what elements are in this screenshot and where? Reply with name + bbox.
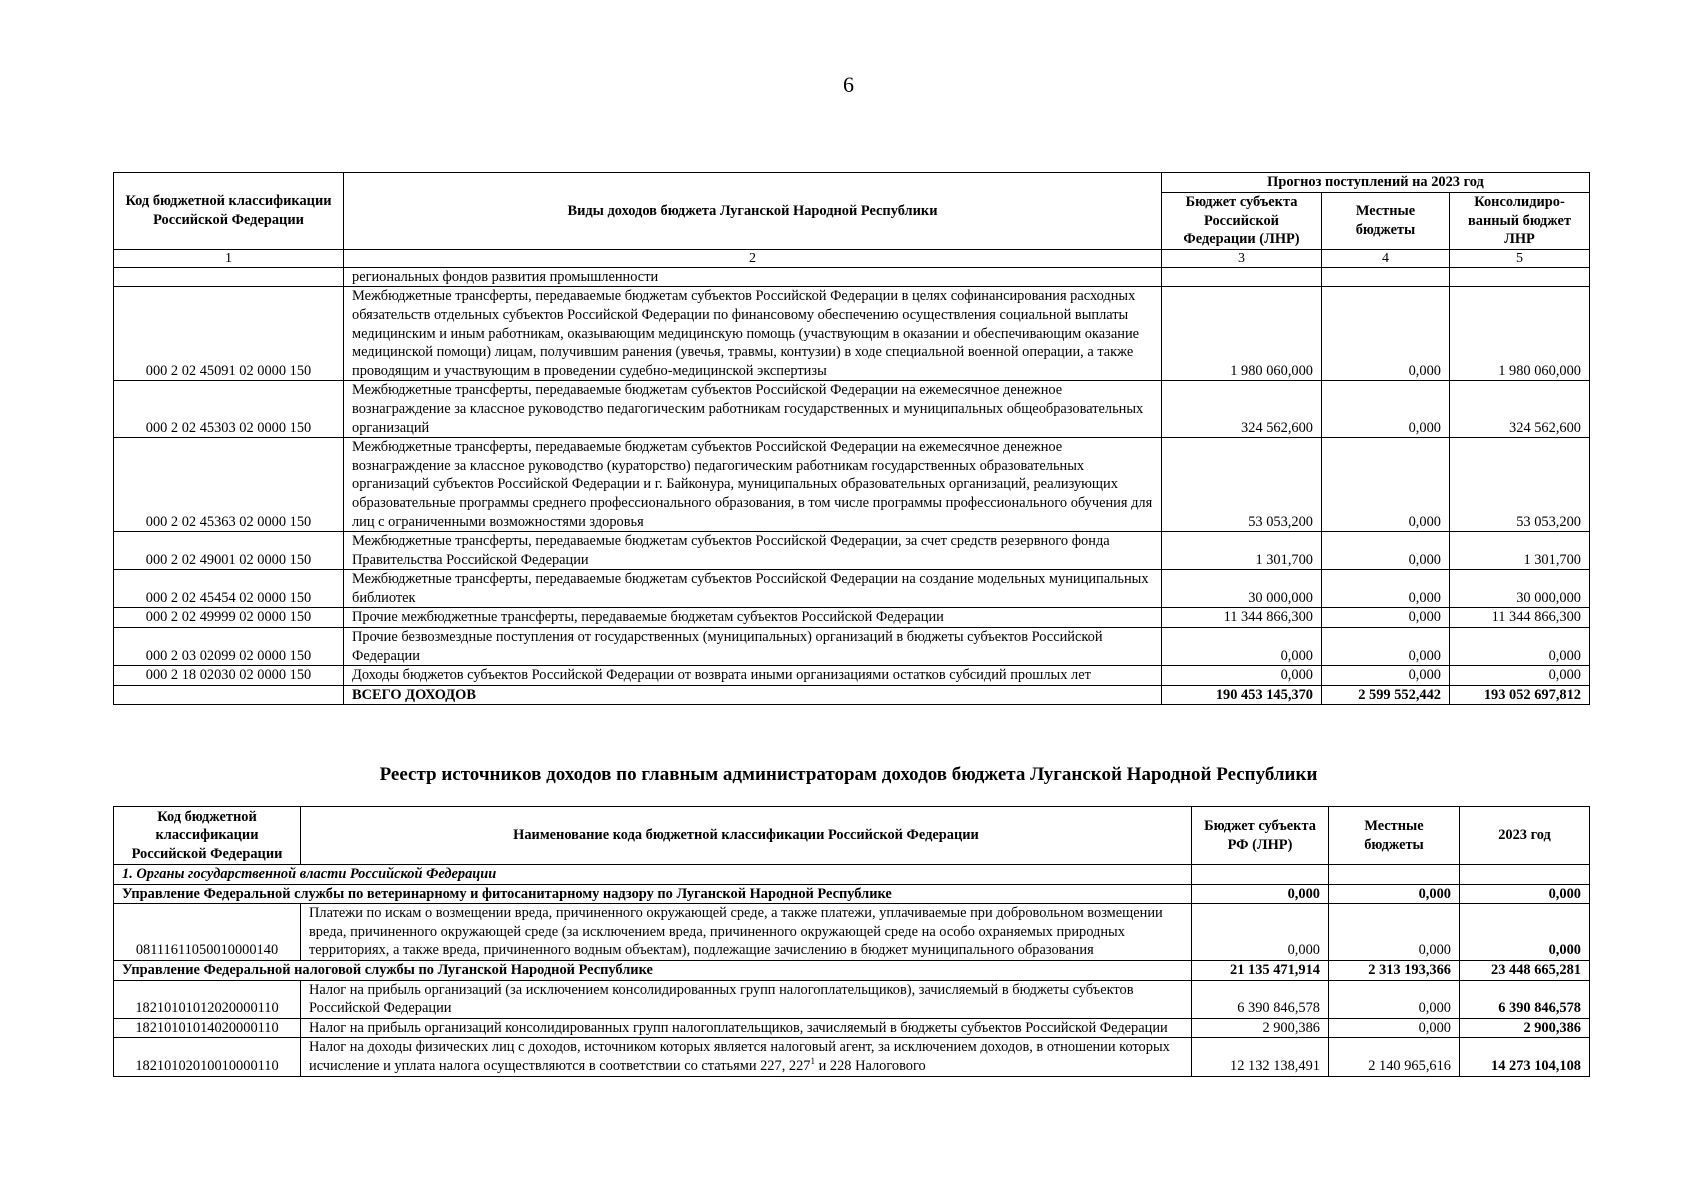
col-header-consolidated-budget: Консолидиро-ванный бюджет ЛНР bbox=[1450, 193, 1590, 250]
col-number: 1 bbox=[114, 249, 344, 267]
page-number: 6 bbox=[843, 72, 854, 97]
administrator-local-value: 2 313 193,366 bbox=[1329, 960, 1460, 980]
row-name bbox=[301, 1038, 1192, 1076]
row-consolidated-value bbox=[1450, 267, 1590, 287]
empty-cell bbox=[1192, 865, 1329, 885]
row-code: 000 2 02 45454 02 0000 150 bbox=[114, 570, 344, 608]
administrator-year-value: 0,000 bbox=[1460, 884, 1590, 904]
income-forecast-table bbox=[113, 172, 1590, 705]
row-name-part: Налог на доходы физических лиц с доходов, источником которых является налоговый агент, за исключением доходов, в отношении которых исчисление и уплата налога осуществляются в соответствии со статьями 227, 227 bbox=[309, 1039, 1170, 1074]
col-header-classification-name: Наименование кода бюджетной классификации Российской Федерации bbox=[301, 807, 1192, 865]
administrator-row bbox=[114, 884, 1590, 904]
row-name: региональных фондов развития промышленности bbox=[344, 267, 1162, 287]
col-header-subject-budget: Бюджет субъекта Российской Федерации (ЛНР) bbox=[1162, 193, 1322, 250]
col-number: 5 bbox=[1450, 249, 1590, 267]
row-code: 000 2 02 49001 02 0000 150 bbox=[114, 532, 344, 570]
row-local-value: 0,000 bbox=[1322, 381, 1450, 438]
row-local-value: 0,000 bbox=[1322, 287, 1450, 381]
row-subject-value: 6 390 846,578 bbox=[1192, 980, 1329, 1018]
row-local-value bbox=[1322, 267, 1450, 287]
row-subject-value: 1 301,700 bbox=[1162, 532, 1322, 570]
row-name: Межбюджетные трансферты, передаваемые бюджетам субъектов Российской Федерации в целях софинансирования расходных обязательств отдельных субъектов Российской Федерации по финансовому обеспечению осуществления социальной выплаты медицинским и иным работникам, оказывающим медицинскую помощь (участвующим в оказании и обеспечивающим оказание медицинской помощи) лицам, получившим ранения (увечья, травмы, контузии) в ходе специальной военной операции, а также проводящим и участвующим в проведении судебно-медицинской экспертизы bbox=[344, 287, 1162, 381]
col-header-code: Код бюджетной классификации Российской Федерации bbox=[114, 807, 301, 865]
income-forecast-body bbox=[114, 267, 1590, 705]
table-row bbox=[114, 666, 1590, 686]
row-code: 18210101012020000110 bbox=[114, 980, 301, 1018]
table-row bbox=[114, 1038, 1590, 1076]
row-name: Межбюджетные трансферты, передаваемые бюджетам субъектов Российской Федерации, за счет средств резервного фонда Правительства Российской Федерации bbox=[344, 532, 1162, 570]
row-year-value: 2 900,386 bbox=[1460, 1018, 1590, 1038]
row-code: 000 2 02 45303 02 0000 150 bbox=[114, 381, 344, 438]
table-row bbox=[114, 287, 1590, 381]
row-name: Платежи по искам о возмещении вреда, причиненного окружающей среде, а также платежи, уплачиваемые при добровольном возмещении вреда, причиненного окружающей среде (за исключением вреда, причиненного окружающей среде на особо охраняемых природных территориях, а также вреда, причиненного водным объектам), подлежащие зачислению в бюджет муниципального образования bbox=[301, 904, 1192, 961]
row-local-value: 0,000 bbox=[1322, 666, 1450, 686]
row-local-value: 0,000 bbox=[1322, 438, 1450, 532]
administrator-local-value: 0,000 bbox=[1329, 884, 1460, 904]
row-subject-value: 0,000 bbox=[1162, 666, 1322, 686]
administrator-row bbox=[114, 960, 1590, 980]
row-name-part: и 228 Налогового bbox=[814, 1057, 926, 1074]
row-year-value: 0,000 bbox=[1460, 904, 1590, 961]
row-name: Межбюджетные трансферты, передаваемые бюджетам субъектов Российской Федерации на ежемесячное денежное вознаграждение за классное руководство педагогическим работникам государственных и муниципальных общеобразовательных организаций bbox=[344, 381, 1162, 438]
row-consolidated-value: 1 980 060,000 bbox=[1450, 287, 1590, 381]
total-row bbox=[114, 685, 1590, 705]
empty-cell bbox=[1460, 865, 1590, 885]
row-consolidated-value: 0,000 bbox=[1450, 628, 1590, 666]
section-title: 1. Органы государственной власти Российской Федерации bbox=[114, 865, 1192, 885]
row-subject-value: 2 900,386 bbox=[1192, 1018, 1329, 1038]
row-consolidated-value: 0,000 bbox=[1450, 666, 1590, 686]
table-row bbox=[114, 381, 1590, 438]
section-row bbox=[114, 865, 1590, 885]
table-row bbox=[114, 438, 1590, 532]
row-local-value: 2 140 965,616 bbox=[1329, 1038, 1460, 1076]
row-name: Доходы бюджетов субъектов Российской Федерации от возврата иными организациями остатков субсидий прошлых лет bbox=[344, 666, 1162, 686]
row-name: Прочие безвозмездные поступления от государственных (муниципальных) организаций в бюджеты субъектов Российской Федерации bbox=[344, 628, 1162, 666]
row-consolidated-value: 1 301,700 bbox=[1450, 532, 1590, 570]
row-local-value: 0,000 bbox=[1322, 532, 1450, 570]
table-row bbox=[114, 570, 1590, 608]
col-number: 2 bbox=[344, 249, 1162, 267]
registry-title: Реестр источников доходов по главным администраторам доходов бюджета Луганской Народной Республики bbox=[379, 764, 1318, 785]
row-code: 000 2 02 45091 02 0000 150 bbox=[114, 287, 344, 381]
row-subject-value: 53 053,200 bbox=[1162, 438, 1322, 532]
col-header-code: Код бюджетной классификации Российской Федерации bbox=[114, 173, 344, 250]
row-subject-value: 324 562,600 bbox=[1162, 381, 1322, 438]
administrator-name: Управление Федеральной службы по ветеринарному и фитосанитарному надзору по Луганской Народной Республике bbox=[114, 884, 1192, 904]
col-header-local-budgets: Местные бюджеты bbox=[1329, 807, 1460, 865]
row-subject-value: 1 980 060,000 bbox=[1162, 287, 1322, 381]
row-name: Налог на прибыль организаций (за исключением консолидированных групп налогоплательщиков), зачисляемый в бюджеты субъектов Российской Федерации bbox=[301, 980, 1192, 1018]
row-subject-value: 30 000,000 bbox=[1162, 570, 1322, 608]
col-number: 3 bbox=[1162, 249, 1322, 267]
row-local-value: 0,000 bbox=[1329, 904, 1460, 961]
registry-table bbox=[113, 806, 1590, 1077]
superscript-mark: 1 bbox=[810, 1056, 815, 1067]
row-code: 000 2 02 45363 02 0000 150 bbox=[114, 438, 344, 532]
table-row bbox=[114, 980, 1590, 1018]
row-local-value: 0,000 bbox=[1322, 608, 1450, 628]
row-local-value: 0,000 bbox=[1322, 570, 1450, 608]
col-number: 4 bbox=[1322, 249, 1450, 267]
administrator-subject-value: 21 135 471,914 bbox=[1192, 960, 1329, 980]
empty-cell bbox=[1329, 865, 1460, 885]
row-code: 000 2 18 02030 02 0000 150 bbox=[114, 666, 344, 686]
row-subject-value: 11 344 866,300 bbox=[1162, 608, 1322, 628]
row-name: Межбюджетные трансферты, передаваемые бюджетам субъектов Российской Федерации на ежемесячное денежное вознаграждение за классное руководство (кураторство) педагогическим работникам государственных образовательных организаций субъектов Российской Федерации и г. Байконура, муниципальных образовательных организаций, реализующих образовательные программы среднего профессионального образования, в том числе программы профессионального обучения для лиц с ограниченными возможностями здоровья bbox=[344, 438, 1162, 532]
row-local-value: 0,000 bbox=[1329, 980, 1460, 1018]
col-header-local-budgets: Местные бюджеты bbox=[1322, 193, 1450, 250]
total-subject-value: 190 453 145,370 bbox=[1162, 685, 1322, 705]
registry-body bbox=[114, 865, 1590, 1077]
row-code: 18210102010010000110 bbox=[114, 1038, 301, 1076]
col-header-forecast-group: Прогноз поступлений на 2023 год bbox=[1162, 173, 1590, 193]
row-code: 000 2 03 02099 02 0000 150 bbox=[114, 628, 344, 666]
total-label: ВСЕГО ДОХОДОВ bbox=[344, 685, 1162, 705]
table-row bbox=[114, 904, 1590, 961]
row-name: Межбюджетные трансферты, передаваемые бюджетам субъектов Российской Федерации на создание модельных муниципальных библиотек bbox=[344, 570, 1162, 608]
table-row bbox=[114, 1018, 1590, 1038]
row-consolidated-value: 324 562,600 bbox=[1450, 381, 1590, 438]
row-name: Налог на прибыль организаций консолидированных групп налогоплательщиков, зачисляемый в бюджеты субъектов Российской Федерации bbox=[301, 1018, 1192, 1038]
total-consolidated-value: 193 052 697,812 bbox=[1450, 685, 1590, 705]
col-header-income-type: Виды доходов бюджета Луганской Народной Республики bbox=[344, 173, 1162, 250]
row-code: 000 2 02 49999 02 0000 150 bbox=[114, 608, 344, 628]
row-code: 18210101014020000110 bbox=[114, 1018, 301, 1038]
table-row bbox=[114, 532, 1590, 570]
row-year-value: 14 273 104,108 bbox=[1460, 1038, 1590, 1076]
col-header-year: 2023 год bbox=[1460, 807, 1590, 865]
row-code: 08111611050010000140 bbox=[114, 904, 301, 961]
administrator-name: Управление Федеральной налоговой службы по Луганской Народной Республике bbox=[114, 960, 1192, 980]
row-year-value: 6 390 846,578 bbox=[1460, 980, 1590, 1018]
row-name: Прочие межбюджетные трансферты, передаваемые бюджетам субъектов Российской Федерации bbox=[344, 608, 1162, 628]
row-subject-value bbox=[1162, 267, 1322, 287]
administrator-subject-value: 0,000 bbox=[1192, 884, 1329, 904]
total-local-value: 2 599 552,442 bbox=[1322, 685, 1450, 705]
administrator-year-value: 23 448 665,281 bbox=[1460, 960, 1590, 980]
row-subject-value: 0,000 bbox=[1192, 904, 1329, 961]
row-local-value: 0,000 bbox=[1322, 628, 1450, 666]
row-subject-value: 0,000 bbox=[1162, 628, 1322, 666]
table-row bbox=[114, 267, 1590, 287]
total-code-cell bbox=[114, 685, 344, 705]
table-row bbox=[114, 628, 1590, 666]
row-consolidated-value: 53 053,200 bbox=[1450, 438, 1590, 532]
table-row bbox=[114, 608, 1590, 628]
row-consolidated-value: 30 000,000 bbox=[1450, 570, 1590, 608]
row-consolidated-value: 11 344 866,300 bbox=[1450, 608, 1590, 628]
col-header-subject-budget: Бюджет субъекта РФ (ЛНР) bbox=[1192, 807, 1329, 865]
row-local-value: 0,000 bbox=[1329, 1018, 1460, 1038]
row-subject-value: 12 132 138,491 bbox=[1192, 1038, 1329, 1076]
column-number-row bbox=[114, 249, 1590, 267]
row-code bbox=[114, 267, 344, 287]
